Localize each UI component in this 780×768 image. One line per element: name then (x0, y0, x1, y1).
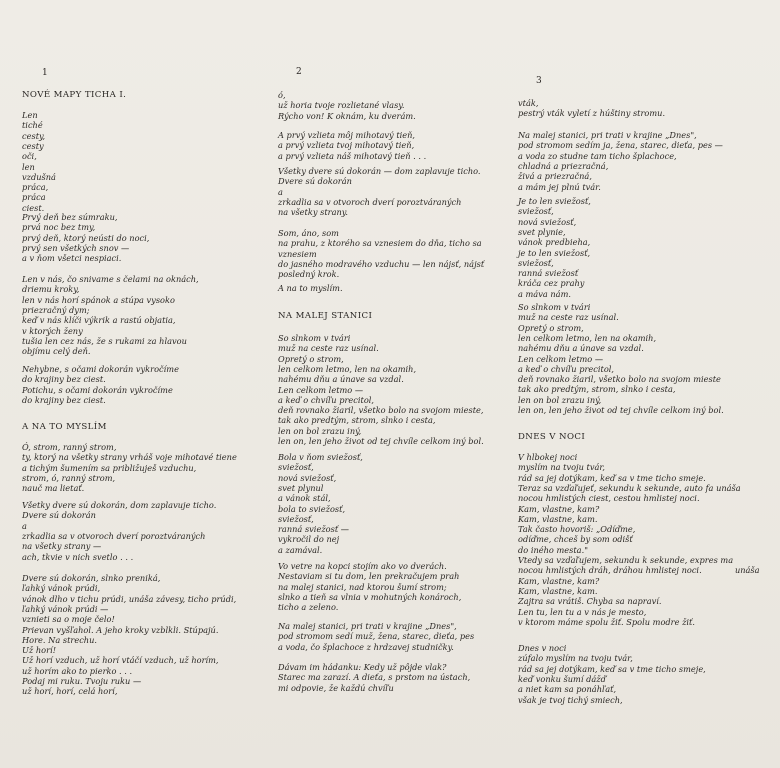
verse-line: a (22, 520, 27, 531)
wrapped-word: unáša (735, 565, 760, 575)
verse-line: bola to sviežosť, (278, 503, 346, 514)
page-number: 2 (296, 67, 302, 77)
verse-line: nahému dňu a únave sa vzdal. (278, 374, 404, 385)
verse-line: vánok predbieha, (518, 237, 591, 248)
verse-line: už horia tvoje rozlietané vlasy. (278, 100, 405, 111)
verse-line: nauč ma lietať. (22, 483, 85, 494)
verse-line: sviežosť, (518, 206, 554, 217)
verse-line: už horím ako to pierko . . . (22, 665, 133, 676)
verse-line: deň rovnako žiaril, všetko bolo na svojom mieste, (278, 405, 484, 416)
verse-line: nahému dňu a únave sa vzdal. (518, 343, 644, 354)
verse-line: Podaj mi ruku. Tvoju ruku — (22, 676, 142, 686)
verse-line: Len (22, 110, 38, 120)
verse-line: Dvere sú dokorán (278, 176, 352, 187)
verse-line: nová sviežosť, (278, 472, 337, 483)
verse-line: Všetky dvere sú dokorán, dom zaplavuje ticho. (22, 500, 217, 510)
verse-line: Rýcho von! K oknám, ku dverám. (278, 110, 416, 121)
verse-line: svet plynie, (518, 226, 566, 237)
verse-line: ľahký vánok prúdi — (22, 603, 109, 614)
verse-line: Opretý o strom, (518, 322, 584, 333)
verse-line: a (278, 186, 283, 197)
verse-line: a mám jej plnú tvár. (518, 181, 601, 192)
verse-line: nová sviežosť, (518, 216, 577, 227)
verse-line: mi odpovie, že každú chvíľu (278, 682, 394, 693)
verse-line: A prvý vzlieta môj mihotavý tieň, (278, 130, 416, 140)
verse-line: v ktorom máme spolu žiť. Spolu modre žiť. (518, 616, 695, 627)
verse-line: a keď o chvíľu precitol, (518, 363, 615, 374)
verse-line: len celkom letmo, len na okamih, (278, 363, 417, 374)
verse-line: len v nás horí spánok a stúpa vysoko (22, 294, 175, 305)
verse-line: ticho a zeleno. (278, 602, 339, 613)
verse-line: svet plynul (278, 482, 324, 493)
verse-line: a zamával. (278, 544, 323, 555)
verse-line: len on, len jeho život od tej chvíle celkom iný bol. (518, 405, 724, 415)
verse-line: muž na ceste raz usínal. (518, 312, 619, 323)
verse-line: Len tu, len tu a v nás je mesto, (518, 606, 647, 617)
verse-line: zúfalo myslím na tvoju tvár, (518, 653, 633, 664)
verse-line: cesty, (22, 130, 46, 141)
verse-line: zrkadlia sa v otvoroch dverí poroztváraných (278, 196, 462, 207)
verse-line: ranná sviežosť (518, 268, 579, 279)
verse-line: posledný krok. (278, 269, 340, 280)
verse-line: na všetky strany — (22, 541, 102, 552)
verse-line: ranná sviežosť — (278, 524, 349, 535)
verse-line: Ó, strom, ranný strom, (22, 442, 117, 452)
verse-line: a prvý vzlieta tvoj mihotavý tieň, (278, 140, 415, 151)
verse-line: ty, ktorý na všetky strany vrháš voje mihotavé tiene (22, 452, 237, 463)
verse-line: živá a priezračná, (518, 171, 592, 182)
verse-line: Som, áno, som (278, 228, 339, 238)
poem-title: NA MALEJ STANICI (278, 311, 373, 321)
verse-line: len celkom letmo, len na okamih, (518, 332, 657, 343)
verse-line: Už horí vzduch, už horí vtáčí vzduch, už horím, (22, 655, 219, 666)
verse-line: Dvere sú dokorán (22, 510, 96, 521)
verse-line: keď v nás klíči výkrik a rastú objatia, (22, 315, 176, 326)
verse-line: priezračný dym; (22, 304, 90, 315)
verse-line: a keď o chvíľu precitol, (278, 394, 375, 405)
verse-line: len on, len jeho život od tej chvíle celkom iný bol. (278, 436, 484, 446)
verse-line: Hore. Na strechu. (22, 634, 98, 645)
verse-line: sviežosť, (518, 257, 554, 268)
verse-line: tak ako predtým, strom, slnko i cesta, (518, 384, 676, 395)
verse-line: Len celkom letmo — (278, 384, 364, 395)
poem-title: A NA TO MYSLÍM (22, 422, 107, 432)
verse-line: vánok dlho v tichu prúdi, unáša závesy, ticho prúdi, (22, 593, 237, 604)
verse-line: zrkadlia sa v otvoroch dverí poroztváraných (22, 530, 206, 541)
verse-line: Nestaviam si tu dom, len prekračujem prah (278, 571, 460, 582)
verse-line: Potichu, s očami dokorán vykročíme (22, 384, 173, 395)
verse-line: vták, (518, 98, 539, 108)
verse-line: Na malej stanici, pri trati v krajine „Dnes", (278, 621, 457, 631)
verse-line: Starec ma zarazí. A dieťa, s prstom na ústach, (278, 672, 471, 683)
verse-line: sviežosť, (278, 513, 314, 524)
verse-line: Na malej stanici, pri trati v krajine „Dnes", (518, 130, 697, 140)
verse-line: Už horí! (22, 645, 57, 656)
verse-line: Prievan vyšľahol. A jeho kroky vzblkli. Stúpajú. (22, 624, 219, 635)
verse-line: odíďme, chceš by som odišť (518, 534, 633, 545)
verse-line: prvý deň, ktorý neústi do noci, (22, 232, 150, 243)
verse-line: muž na ceste raz usínal. (278, 343, 379, 354)
verse-line: Kam, vlastne, kam? (518, 503, 600, 514)
verse-line: keď vonku šumí dážď (518, 673, 606, 684)
verse-line: je to len sviežosť, (518, 247, 591, 258)
verse-line: vznieti sa o moje čelo! (22, 614, 115, 625)
verse-line: už horí, horí, celá horí, (22, 686, 118, 697)
verse-line: Kam, vlastne, kam? (518, 575, 600, 586)
poem-title: DNES V NOCI (518, 432, 586, 442)
verse-line: tušia len cez nás, že s rukami za hlavou (22, 335, 187, 346)
verse-line: v ktorých ženy (22, 325, 83, 336)
verse-line: Bola v ňom sviežosť, (278, 452, 363, 462)
verse-line: chladná a priezračná, (518, 160, 609, 171)
verse-line: So slnkom v tvári (278, 333, 351, 343)
verse-line: A na to myslím. (278, 283, 343, 293)
verse-line: a máva nám. (518, 288, 571, 299)
verse-line: ciest. (22, 202, 45, 213)
verse-line: Je to len sviežosť, (518, 196, 591, 206)
verse-line: oči, (22, 151, 37, 162)
verse-line: a v ňom všetci nespiaci. (22, 253, 122, 264)
verse-line: prvá noc bez tmy, (22, 222, 96, 233)
verse-line: rád sa jej dotýkam, keď sa v tme ticho smeje. (518, 472, 706, 483)
verse-line: do jasného modravého vzduchu — len nájsť, nájsť (278, 258, 485, 269)
verse-line: vzdušná (22, 171, 56, 182)
verse-line: So slnkom v tvári (518, 302, 591, 312)
verse-line: rád sa jej dotýkam, keď sa v tme ticho smeje, (518, 663, 706, 674)
verse-line: Zajtra sa vrátiš. Chyba sa napraví. (518, 596, 662, 607)
verse-line: do krajiny bez ciest. (22, 374, 106, 385)
page-number: 1 (42, 68, 48, 78)
verse-line: Všetky dvere sú dokorán — dom zaplavuje ticho. (278, 166, 481, 176)
verse-line: Vtedy sa vzďaľujem, sekundu k sekunde, expres ma (518, 555, 734, 565)
verse-line: nocou hmlistých ciest, cestou hmlistej noci. (518, 493, 700, 504)
verse-line: práca (22, 192, 46, 203)
verse-line: V hlbokej noci (518, 452, 578, 462)
verse-line: do iného mesta." (518, 544, 588, 555)
verse-line: tak ako predtým, strom, slnko i cesta, (278, 415, 436, 426)
verse-line: na všetky strany. (278, 207, 348, 218)
verse-line: ó, (278, 90, 286, 100)
verse-line: slnko a tieň sa vlnia v mohutných konároch, (278, 591, 462, 602)
verse-line: pod stromom sedí muž, žena, starec, dieťa, pes (278, 631, 475, 642)
verse-line: Len v nás, čo snivame s čelami na oknách, (22, 274, 199, 284)
verse-line: deň rovnako žiaril, všetko bolo na svojom mieste (518, 374, 721, 385)
verse-line: myslím na tvoju tvár, (518, 462, 606, 473)
verse-line: pod stromom sedím ja, žena, starec, dieťa, pes — (518, 140, 723, 151)
verse-line: Dnes v noci (518, 643, 567, 653)
verse-line: len on bol zrazu iný, (518, 394, 602, 405)
verse-line: práca, (22, 182, 49, 193)
verse-line: na prahu, z ktorého sa vznesiem do dňa, ticho sa (278, 238, 482, 249)
verse-line: cesty (22, 140, 44, 151)
verse-line: a prvý vzlieta náš mihotavý tieň . . . (278, 150, 427, 161)
page-number: 3 (536, 76, 542, 86)
verse-line: Opretý o strom, (278, 353, 344, 364)
verse-line: len on bol zrazu iný, (278, 425, 362, 436)
verse-line: a niet kam sa ponáhľať, (518, 684, 617, 695)
verse-line: vznesiem (278, 248, 317, 259)
verse-line: a vánok stál, (278, 493, 331, 504)
verse-line: na malej stanici, nad ktorou šumí strom; (278, 581, 447, 592)
verse-line: tiché (22, 120, 43, 131)
verse-line: ľahký vánok prúdi, (22, 583, 101, 594)
verse-line: strom, ó, ranný strom, (22, 472, 116, 483)
verse-line: driemu kroky, (22, 284, 80, 295)
verse-line: Dvere sú dokorán, slnko preniká, (22, 573, 161, 583)
verse-line: Teraz sa vzďaľujeť, sekundu k sekunde, auto fa unáša (518, 482, 741, 493)
verse-line: Vo vetre na kopci stojím ako vo dverách. (278, 561, 447, 571)
poem-title: NOVÉ MAPY TICHA I. (22, 90, 127, 100)
verse-line: a tichým šumením sa približuješ vzduchu, (22, 462, 197, 473)
verse-line: Kam, vlastne, kam. (518, 585, 598, 596)
verse-line: ach, tkvie v nich svetlo . . . (22, 551, 134, 562)
verse-line: pestrý vták vyletí z húštiny stromu. (518, 108, 666, 119)
verse-line: Len celkom letmo — (518, 353, 604, 364)
verse-line: prvý sen všetkých snov — (22, 242, 130, 253)
verse-line: a voda, čo šplachoce z hrdzavej studničky. (278, 641, 454, 652)
verse-line: a voda zo studne tam ticho šplachoce, (518, 150, 677, 161)
verse-line: kráča cez prahy (518, 278, 585, 289)
verse-line: objímu celý deň. (22, 346, 91, 357)
verse-line: Dávam im hádanku: Kedy už pôjde vlak? (278, 662, 447, 672)
verse-line: Prvý deň bez súmraku, (22, 212, 118, 222)
verse-line: nocou hmlistých dráh, dráhou hmlistej noci. (518, 565, 702, 576)
verse-line: Kam, vlastne, kam. (518, 513, 598, 524)
verse-line: však je tvoj tichý smiech, (518, 694, 623, 705)
verse-line: sviežosť, (278, 462, 314, 473)
verse-line: len (22, 161, 35, 172)
verse-line: Tak často hovoriš: „Odíďme, (518, 524, 636, 535)
verse-line: vykročil do nej (278, 534, 340, 545)
verse-line: do krajiny bez ciest. (22, 394, 106, 405)
verse-line: Nehybne, s očami dokorán vykročíme (22, 364, 179, 374)
